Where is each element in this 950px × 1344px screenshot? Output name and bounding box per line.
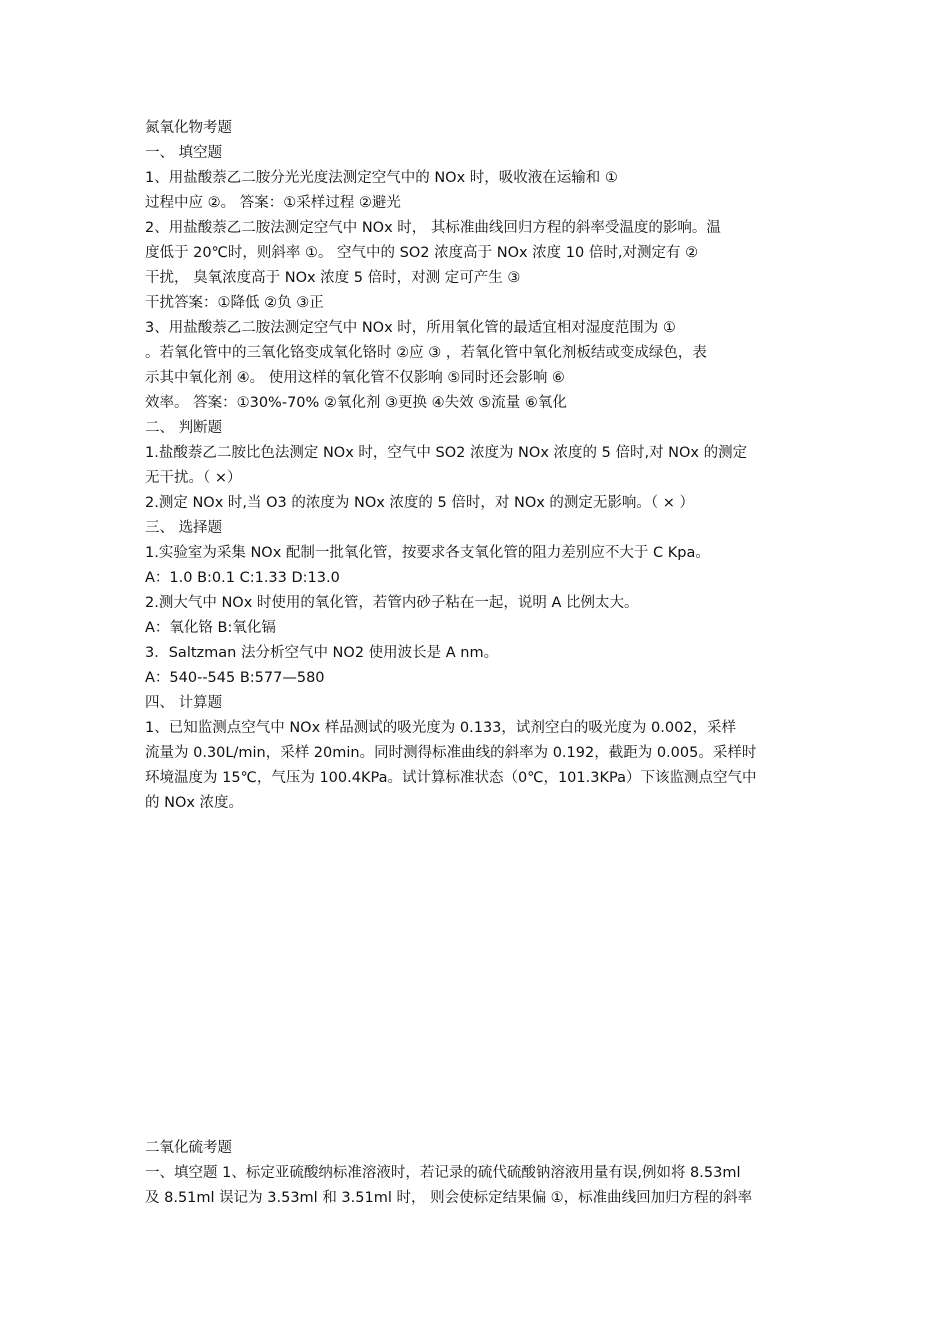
section-title-so2: 二氧化硫考题 xyxy=(145,1140,232,1156)
text-line: 1、已知监测点空气中 NOx 样品测试的吸光度为 0.133，试剂空白的吸光度为 0.002，采样 xyxy=(145,720,737,736)
document-page xyxy=(145,116,810,1211)
text-line: 流量为 0.30L/min，采样 20min。同时测得标准曲线的斜率为 0.192，截距为 0.005。采样时 xyxy=(145,745,757,761)
blank-space xyxy=(145,816,810,1136)
text-line: 的 NOx 浓度。 xyxy=(145,795,244,811)
text-line: 示其中氧化剂 ④。 使用这样的氧化管不仅影响 ⑤同时还会影响 ⑥ xyxy=(145,370,565,386)
text-line: 无干扰。（ ×） xyxy=(145,470,242,486)
text-line: 效率。 答案：①30%-70% ②氧化剂 ③更换 ④失效 ⑤流量 ⑥氧化 xyxy=(145,395,567,411)
text-line: 二、 判断题 xyxy=(145,420,223,436)
section-title-nox: 氮氧化物考题 xyxy=(145,120,232,136)
text-line: A：氧化铬 B:氧化镉 xyxy=(145,620,276,636)
text-line: 2.测大气中 NOx 时使用的氧化管，若管内砂子粘在一起，说明 A 比例太大。 xyxy=(145,595,639,611)
text-line: 1、用盐酸萘乙二胺分光光度法测定空气中的 NOx 时，吸收液在运输和 ① xyxy=(145,170,618,186)
text-line: 。若氧化管中的三氧化铬变成氧化铬时 ②应 ③ ，若氧化管中氧化剂板结或变成绿色，表 xyxy=(145,345,707,361)
text-line: 环境温度为 15℃，气压为 100.4KPa。试计算标准状态（0℃，101.3KPa）下该监测点空气中 xyxy=(145,770,757,786)
text-line: A：540--545 B:577—580 xyxy=(145,670,325,686)
text-line: 一、填空题 1、标定亚硫酸纳标准溶液时，若记录的硫代硫酸钠溶液用量有误,例如将 8.53ml xyxy=(145,1165,741,1181)
text-line: 干扰， 臭氧浓度高于 NOx 浓度 5 倍时，对测 定可产生 ③ xyxy=(145,270,521,286)
text-line: 四、 计算题 xyxy=(145,695,223,711)
text-line: 过程中应 ②。 答案：①采样过程 ②避光 xyxy=(145,195,401,211)
text-line: 三、 选择题 xyxy=(145,520,223,536)
text-line: 3、用盐酸萘乙二胺法测定空气中 NOx 时，所用氧化管的最适宜相对湿度范围为 ① xyxy=(145,320,676,336)
text-line: A：1.0 B:0.1 C:1.33 D:13.0 xyxy=(145,570,340,586)
text-line: 1.盐酸萘乙二胺比色法测定 NOx 时，空气中 SO2 浓度为 NOx 浓度的 5 倍时,对 NOx 的测定 xyxy=(145,445,748,461)
text-line: 及 8.51ml 误记为 3.53ml 和 3.51ml 时， 则会使标定结果偏 ①，标准曲线回加归方程的斜率 xyxy=(145,1190,753,1206)
text-line: 一、 填空题 xyxy=(145,145,223,161)
text-line: 1.实验室为采集 NOx 配制一批氧化管，按要求各支氧化管的阻力差别应不大于 C Kpa。 xyxy=(145,545,710,561)
text-line: 2.测定 NOx 时,当 O3 的浓度为 NOx 浓度的 5 倍时，对 NOx 的测定无影响。（ × ） xyxy=(145,495,695,511)
text-line: 干扰答案：①降低 ②负 ③正 xyxy=(145,295,324,311)
text-line: 2、用盐酸萘乙二胺法测定空气中 NOx 时， 其标准曲线回归方程的斜率受温度的影响。温 xyxy=(145,220,721,236)
text-line: 3．Saltzman 法分析空气中 NO2 使用波长是 A nm。 xyxy=(145,645,499,661)
text-line: 度低于 20℃时，则斜率 ①。 空气中的 SO2 浓度高于 NOx 浓度 10 倍时,对测定有 ② xyxy=(145,245,699,261)
